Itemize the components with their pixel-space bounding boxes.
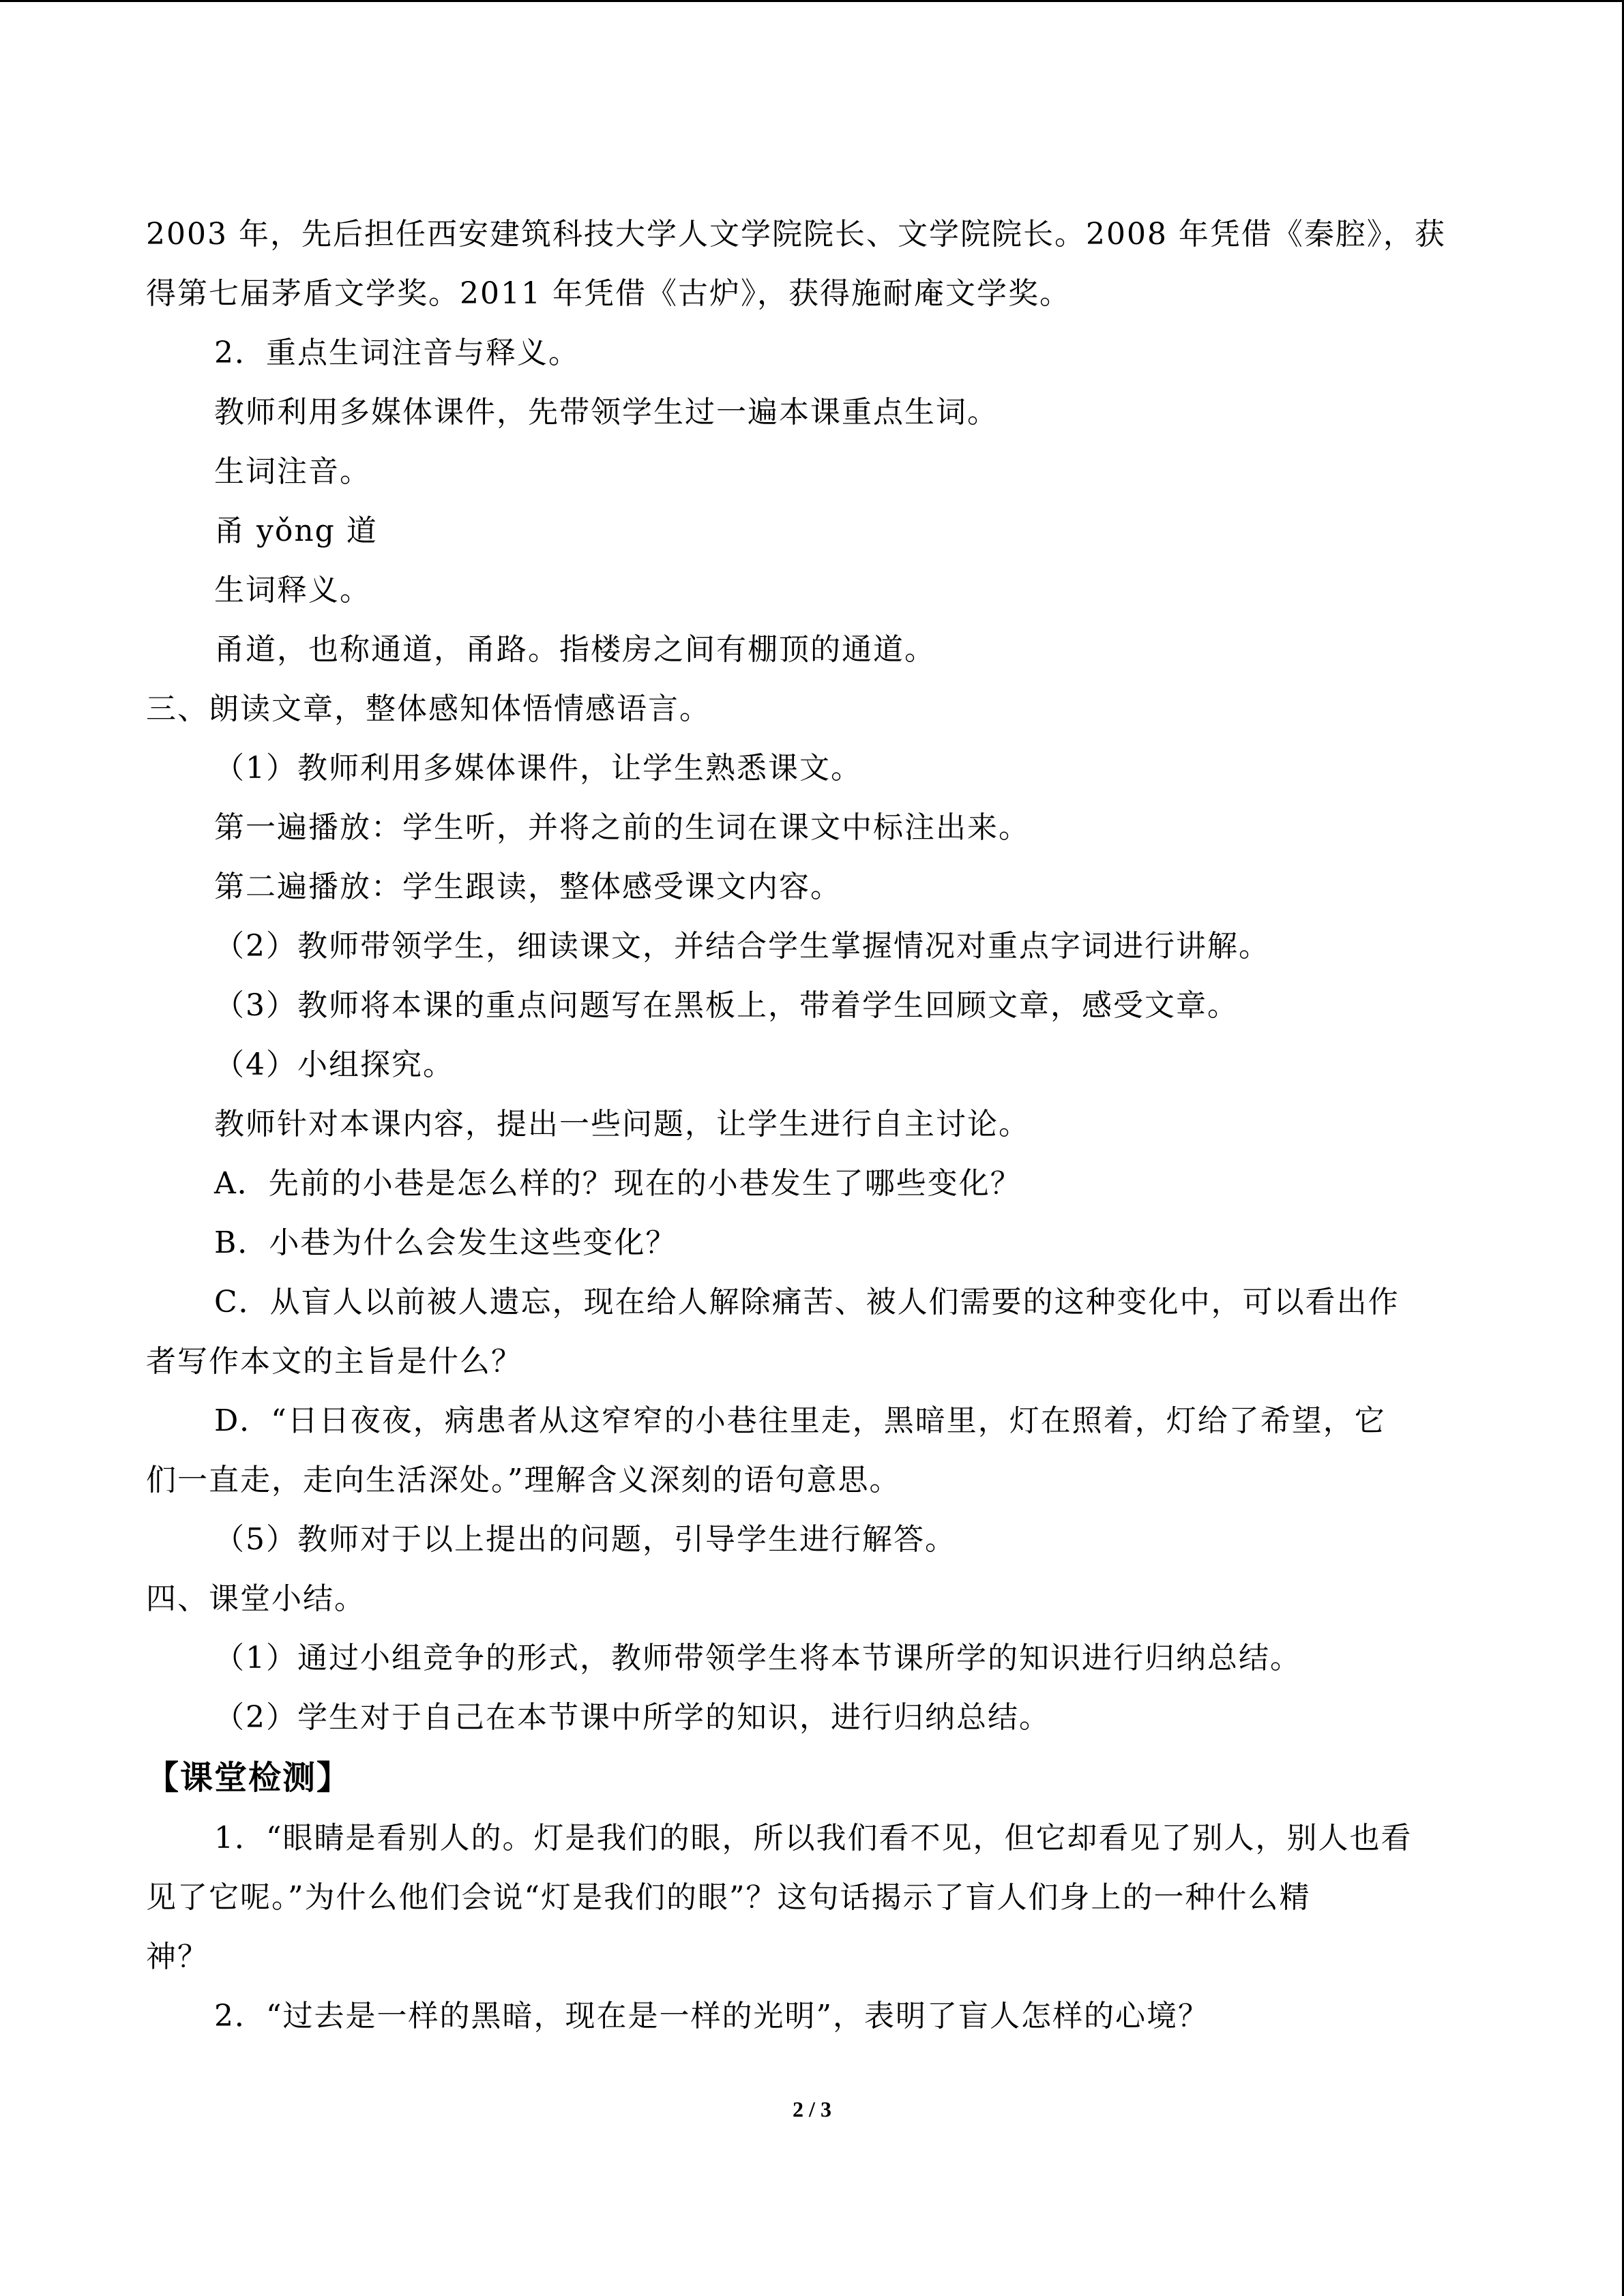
question-c-cont: 者写作本文的主旨是什么？ — [146, 1344, 522, 1379]
page-number: 2 / 3 — [793, 2097, 831, 2121]
paragraph-line: 2003 年，先后担任西安建筑科技大学人文学院院长、文学院院长。2008 年凭借《秦腔》，获 — [146, 217, 1446, 252]
paragraph-line: 教师针对本课内容，提出一些问题，让学生进行自主讨论。 — [214, 1107, 1030, 1142]
list-item: （1）教师利用多媒体课件，让学生熟悉课文。 — [214, 751, 862, 786]
paragraph-line: 甬道，也称通道，甬路。指楼房之间有棚顶的通道。 — [214, 632, 936, 667]
test-question-1: 1．“眼睛是看别人的。灯是我们的眼，所以我们看不见，但它却看见了别人，别人也看 — [214, 1821, 1413, 1855]
document-body — [146, 205, 1483, 2046]
pinyin-line: 甬 yǒng 道 — [214, 513, 378, 548]
classroom-test-heading: 【课堂检测】 — [146, 1759, 351, 1797]
question-a: A．先前的小巷是怎么样的？现在的小巷发生了哪些变化？ — [214, 1166, 1022, 1201]
list-item: （2）教师带领学生，细读课文，并结合学生掌握情况对重点字词进行讲解。 — [214, 929, 1270, 964]
paragraph-line: 第二遍播放：学生跟读，整体感受课文内容。 — [214, 869, 842, 904]
question-c: C．从盲人以前被人遗忘，现在给人解除痛苦、被人们需要的这种变化中，可以看出作 — [214, 1285, 1400, 1320]
test-question-2: 2．“过去是一样的黑暗，现在是一样的光明”，表明了盲人怎样的心境？ — [214, 1999, 1209, 2033]
question-d-cont: 们一直走，走向生活深处。”理解含义深刻的语句意思。 — [146, 1463, 901, 1497]
list-item: （1）通过小组竞争的形式，教师带领学生将本节课所学的知识进行归纳总结。 — [214, 1641, 1301, 1675]
paragraph-line: 教师利用多媒体课件，先带领学生过一遍本课重点生词。 — [214, 395, 999, 430]
section-item-2: 2．重点生词注音与释义。 — [214, 336, 580, 370]
paragraph-line: 生词注音。 — [214, 454, 371, 489]
paragraph-line: 得第七届茅盾文学奖。2011 年凭借《古炉》，获得施耐庵文学奖。 — [146, 276, 1071, 311]
test-question-1-cont: 神？ — [146, 1939, 209, 1974]
list-item: （3）教师将本课的重点问题写在黑板上，带着学生回顾文章，感受文章。 — [214, 988, 1239, 1023]
section-heading-4: 四、课堂小结。 — [146, 1581, 366, 1616]
paragraph-line: 第一遍播放：学生听，并将之前的生词在课文中标注出来。 — [214, 810, 1030, 845]
page-top-border — [0, 0, 1624, 2]
list-item: （2）学生对于自己在本节课中所学的知识，进行归纳总结。 — [214, 1700, 1050, 1735]
paragraph-line: 生词释义。 — [214, 573, 371, 608]
section-heading-3: 三、朗读文章，整体感知体悟情感语言。 — [146, 691, 711, 726]
list-item: （4）小组探究。 — [214, 1047, 454, 1082]
question-d: D．“日日夜夜，病患者从这窄窄的小巷往里走，黑暗里，灯在照着，灯给了希望，它 — [214, 1403, 1386, 1438]
question-b: B．小巷为什么会发生这些变化？ — [214, 1225, 677, 1260]
list-item: （5）教师对于以上提出的问题，引导学生进行解答。 — [214, 1522, 956, 1557]
test-question-1-cont: 见了它呢。”为什么他们会说“灯是我们的眼”？这句话揭示了盲人们身上的一种什么精 — [146, 1880, 1311, 1915]
